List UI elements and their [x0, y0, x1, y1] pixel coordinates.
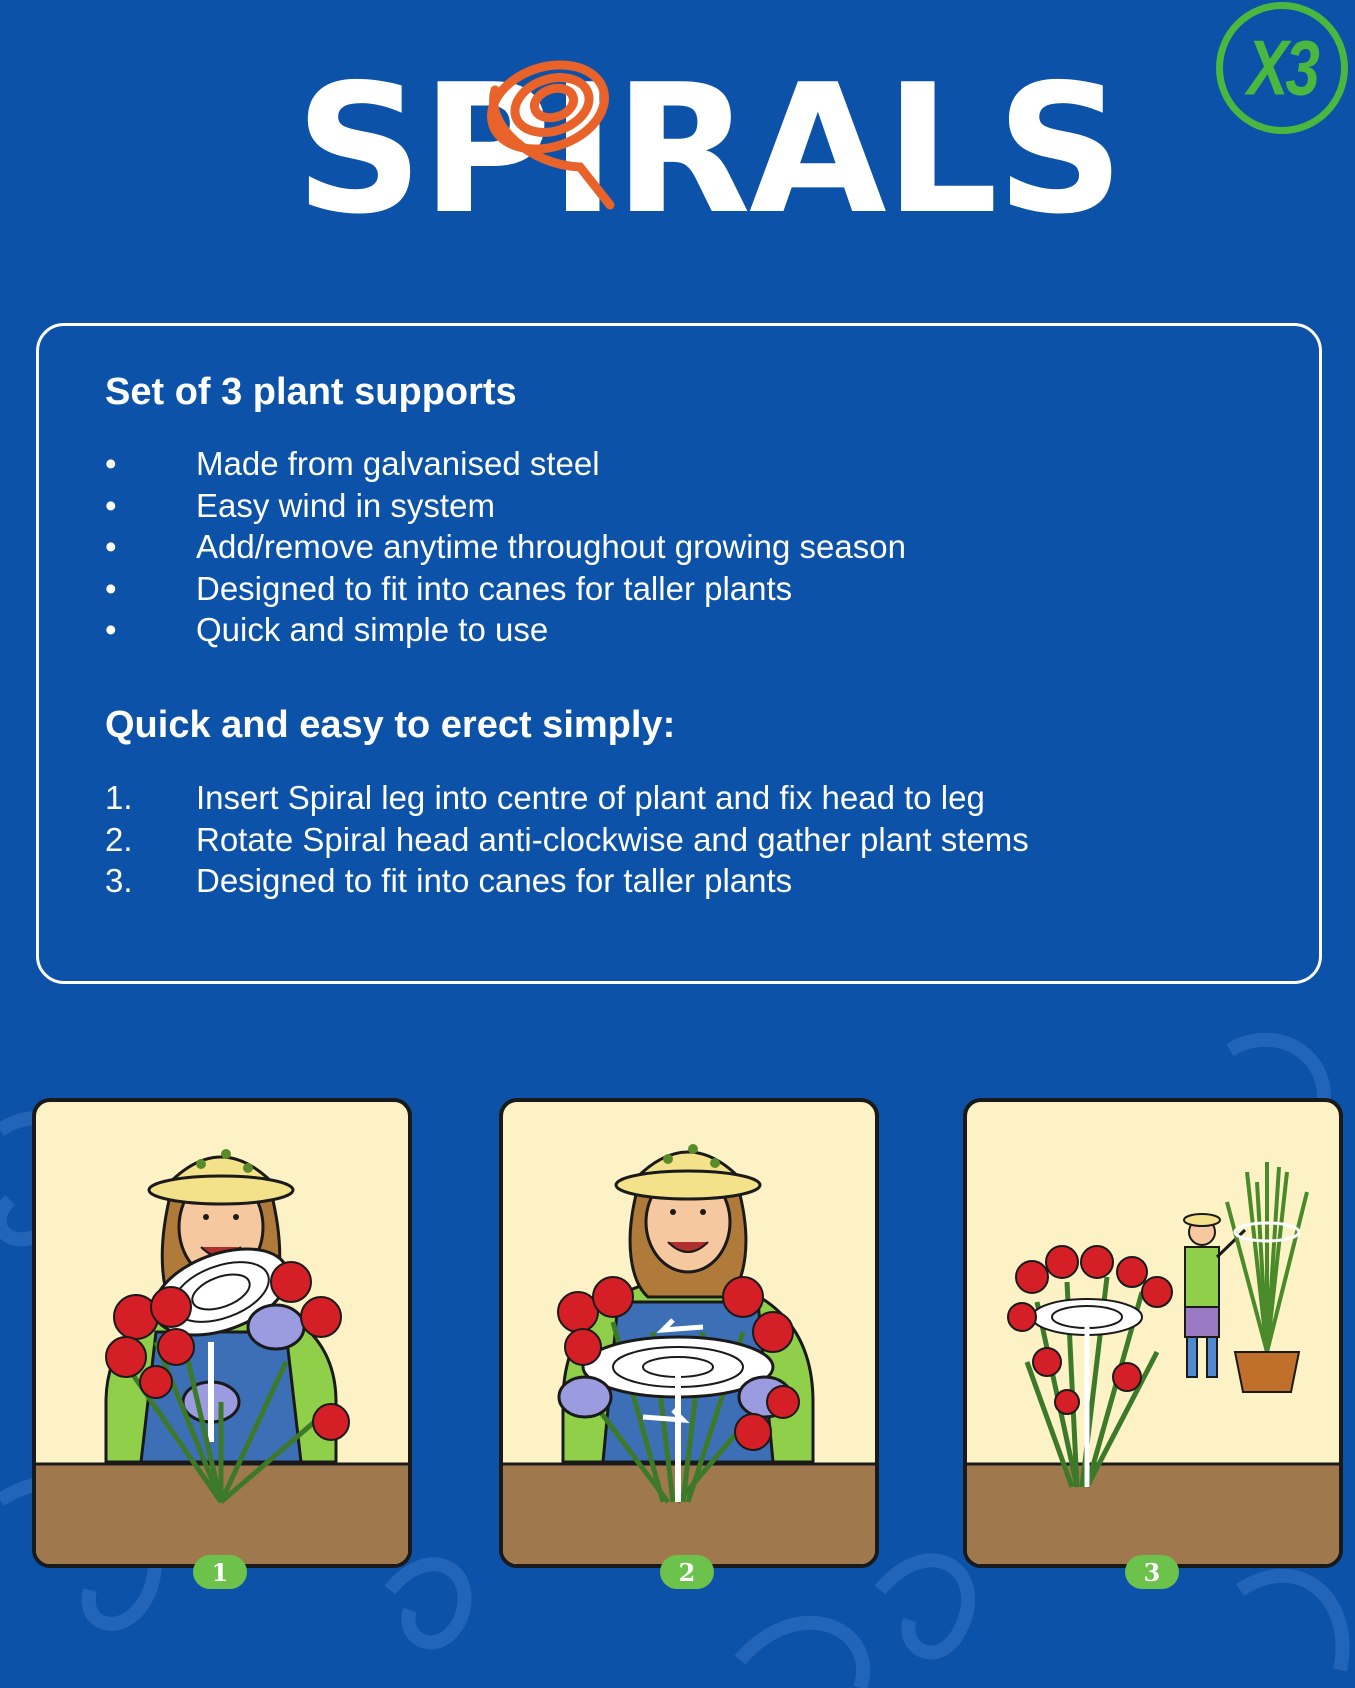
bullet-icon: •: [105, 445, 117, 482]
feature-text: Made from galvanised steel: [196, 445, 600, 482]
feature-item: [105, 609, 906, 651]
feature-item: [105, 443, 906, 485]
spirals-in-use-illustration: [967, 1102, 1339, 1564]
illustration-panel-1: [32, 1098, 412, 1568]
gardener-inserting-spiral-illustration: [36, 1102, 408, 1564]
feature-text: Easy wind in system: [196, 486, 495, 524]
quantity-badge-label: X3: [1247, 24, 1317, 112]
step-text: Rotate Spiral head anti-clockwise and gather plant stems: [196, 820, 1029, 858]
product-info-box: [36, 323, 1322, 984]
step-item: [105, 860, 1029, 902]
step-item: [105, 819, 1029, 861]
feature-text: Designed to fit into canes for taller plants: [196, 569, 793, 607]
step-number: 1.: [105, 779, 133, 816]
step-badge-1: 1: [193, 1555, 247, 1589]
step-badge-3: 3: [1125, 1555, 1179, 1589]
step-number: 2.: [105, 820, 133, 858]
step-number: 3.: [105, 862, 133, 899]
supports-heading: Set of 3 plant supports: [105, 371, 517, 413]
step-text: Insert Spiral leg into centre of plant and fix head to leg: [196, 779, 985, 816]
feature-item: [105, 485, 906, 527]
bullet-icon: •: [105, 569, 117, 607]
step-badge-2: 2: [660, 1555, 714, 1589]
feature-item: [105, 568, 906, 610]
illustration-panel-3: [963, 1098, 1343, 1568]
feature-text: Quick and simple to use: [196, 611, 549, 648]
bullet-icon: •: [105, 486, 117, 524]
bullet-icon: •: [105, 528, 117, 565]
logo-wordmark: SPIRALS: [295, 46, 1123, 253]
erect-heading: Quick and easy to erect simply:: [105, 704, 676, 746]
quantity-badge: [1216, 2, 1348, 134]
gardener-rotating-spiral-illustration: [503, 1102, 875, 1564]
step-item: [105, 777, 1029, 819]
feature-text: Add/remove anytime throughout growing season: [196, 528, 906, 565]
steps-list: [105, 777, 1029, 902]
illustration-panel-2: [499, 1098, 879, 1568]
step-text: Designed to fit into canes for taller plants: [196, 862, 793, 899]
spiral-swirl-icon: [460, 55, 640, 215]
brand-logo: [295, 46, 1123, 253]
feature-item: [105, 526, 906, 568]
features-list: [105, 443, 906, 651]
bullet-icon: •: [105, 611, 117, 648]
